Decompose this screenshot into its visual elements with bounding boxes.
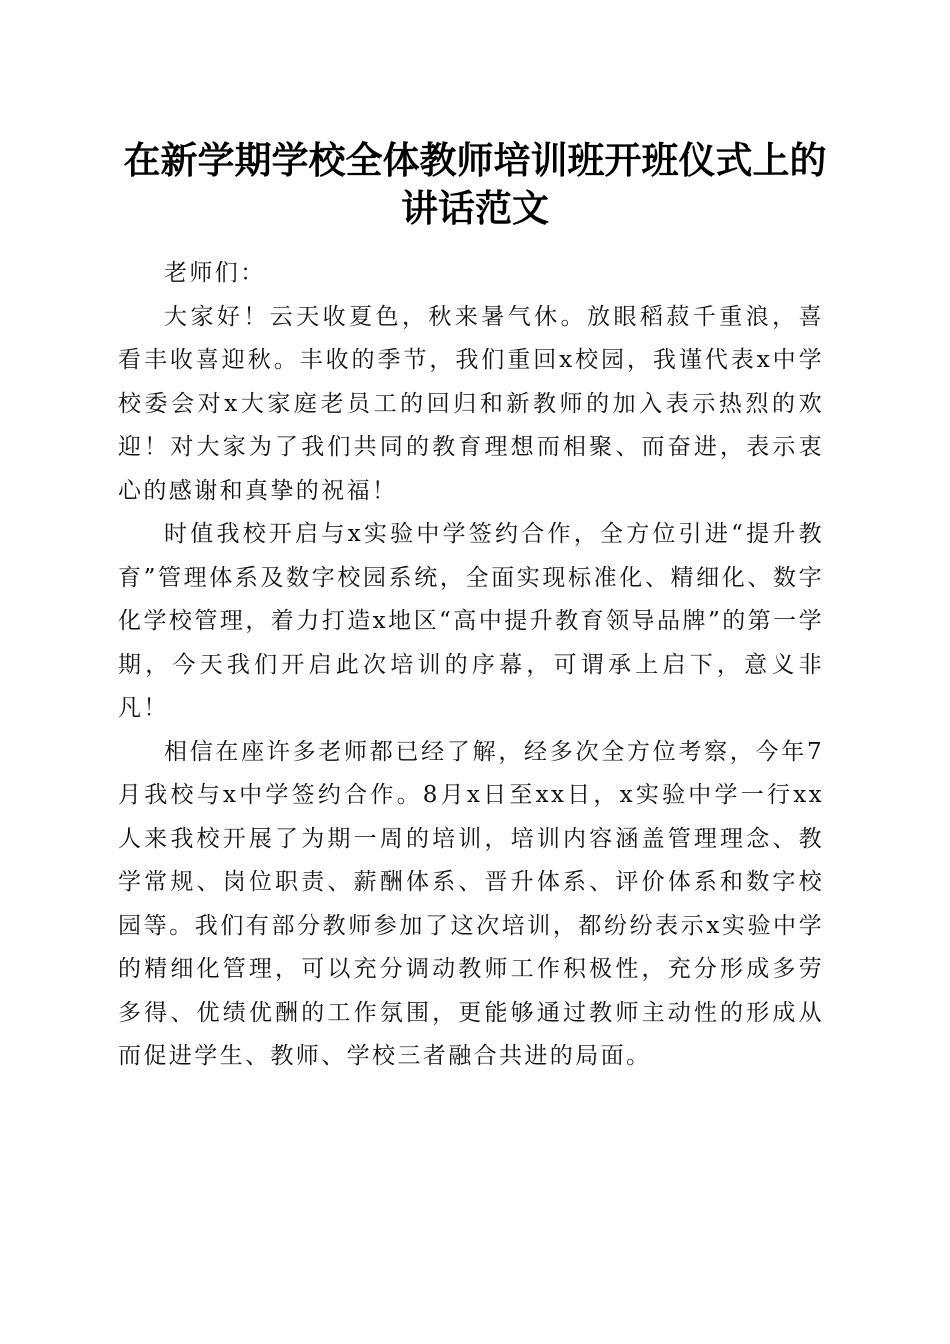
greeting-paragraph: 大家好！云天收夏色，秋来暑气休。放眼稻菽千重浪，喜看丰收喜迎秋。丰收的季节，我们重回x校园，我谨代表x中学校委会对x大家庭老员工的回归和新教师的加入表示热烈的欢迎！对大家为了我们共同的教育理想而相聚、而奋进，表示衷心的感谢和真挚的祝福！ <box>118 303 824 504</box>
training-paragraph: 相信在座许多老师都已经了解，经多次全方位考察，今年7月我校与x中学签约合作。8月x日至xx日，x实验中学一行xx人来我校开展了为期一周的培训，培训内容涵盖管理理念、教学常规、岗位职责、薪酬体系、晋升体系、评价体系和数字校园等。我们有部分教师参加了这次培训，都纷纷表示x实验中学的精细化管理，可以充分调动教师工作积极性，充分形成多劳多得、优绩优酬的工作氛围，更能够通过教师主动性的形成从而促进学生、教师、学校三者融合共进的局面。 <box>118 738 824 1069</box>
cooperation-paragraph: 时值我校开启与x实验中学签约合作，全方位引进“提升教育”管理体系及数字校园系统，全面实现标准化、精细化、数字化学校管理，着力打造x地区“高中提升教育领导品牌”的第一学期，今天我们开启此次培训的序幕，可谓承上启下，意义非凡！ <box>118 521 824 721</box>
document-body <box>118 252 824 1079</box>
document-title: 在新学期学校全体教师培训班开班仪式上的讲话范文 <box>123 138 827 230</box>
salutation-paragraph: 老师们： <box>164 260 266 286</box>
